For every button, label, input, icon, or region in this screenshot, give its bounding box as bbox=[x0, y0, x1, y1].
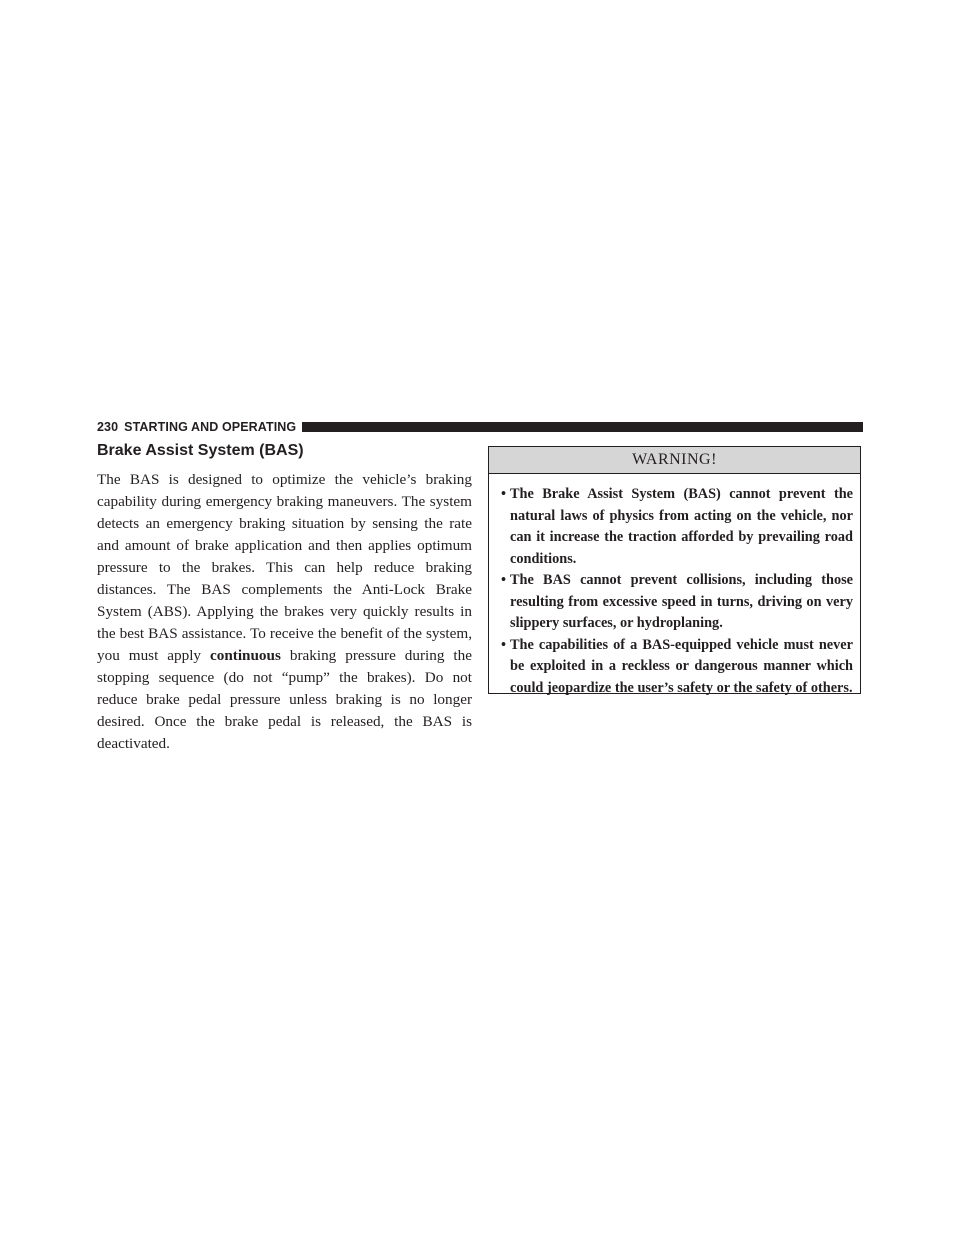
section-title: STARTING AND OPERATING bbox=[124, 420, 297, 434]
warning-item-text: The BAS cannot prevent collisions, including those resulting from excessive speed in turns, driving on very slippery surfaces, or hydroplaning. bbox=[510, 572, 853, 631]
warning-item bbox=[501, 570, 853, 635]
paragraph-text-start: The BAS is designed to optimize the vehicle’s braking capability during emergency braking maneuvers. The system detects an emergency braking situation by sensing the rate and amount of brake application and then applies optimum pressure to the brakes. This can help reduce braking distances. The BAS complements the Anti-Lock Brake System (ABS). Applying the brakes very quickly results in the best BAS assistance. To receive the benefit of the system, you must apply bbox=[97, 471, 472, 664]
warning-list bbox=[489, 474, 860, 699]
warning-item bbox=[501, 484, 853, 570]
section-paragraph bbox=[97, 469, 472, 755]
page-number: 230 bbox=[97, 420, 119, 434]
warning-item bbox=[501, 635, 853, 700]
section-heading: Brake Assist System (BAS) bbox=[97, 442, 304, 459]
header-rule bbox=[302, 422, 863, 432]
bullet-icon: • bbox=[501, 572, 507, 588]
warning-title-bar bbox=[489, 447, 860, 474]
paragraph-text-end: braking pressure during the stopping sequence (do not “pump” the brakes). Do not reduce brake pedal pressure unless braking is no longer desired. Once the brake pedal is released, the BAS is deactivated. bbox=[97, 647, 472, 752]
warning-item-text: The capabilities of a BAS-equipped vehicle must never be exploited in a reckless or dangerous manner which could jeopardize the user’s safety or the safety of others. bbox=[510, 636, 853, 696]
page-header bbox=[97, 420, 863, 434]
bullet-icon: • bbox=[501, 636, 507, 653]
warning-box bbox=[488, 446, 861, 694]
bullet-icon: • bbox=[501, 486, 507, 502]
paragraph-emphasis: continuous bbox=[209, 647, 281, 664]
warning-title: WARNING! bbox=[632, 451, 717, 468]
brake-assist-section bbox=[97, 441, 472, 755]
warning-item-text: The Brake Assist System (BAS) cannot prevent the natural laws of physics from acting on the vehicle, nor can it increase the traction afforded by prevailing road conditions. bbox=[510, 486, 853, 567]
